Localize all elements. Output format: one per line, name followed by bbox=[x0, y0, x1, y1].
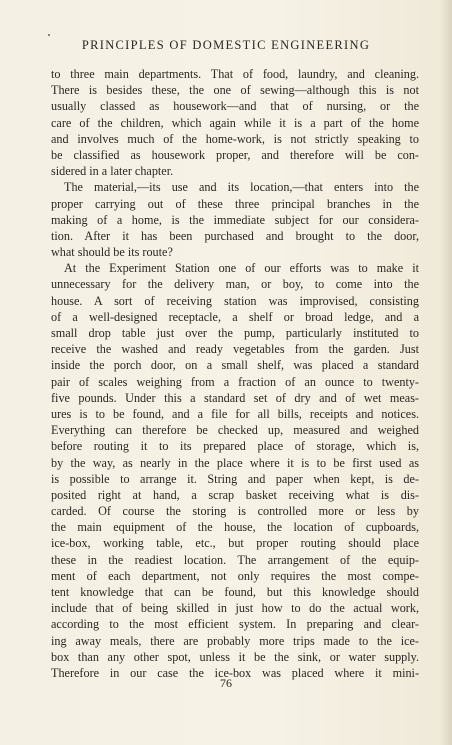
print-speck bbox=[48, 34, 50, 36]
text-line: sidered in a later chapter. bbox=[51, 164, 174, 179]
text-line: include that of being skilled in just how to do the actual work, bbox=[51, 601, 419, 616]
text-line: according to the most efficient system. In preparing and clear- bbox=[51, 617, 419, 632]
text-line: small drop table just over the pump, particularly instituted to bbox=[51, 326, 419, 340]
text-line: box than any other spot, unless it be the sink, or water supply. bbox=[51, 649, 419, 664]
text-line: tent knowledge that can be found, but this knowledge should bbox=[51, 585, 419, 599]
text-line: ice-box, working table, etc., but proper routing should place bbox=[51, 536, 419, 551]
text-line: be classified as housework proper, and therefore will be con- bbox=[51, 147, 419, 162]
text-line: tion. After it has been purchased and brought to the door, bbox=[51, 228, 419, 243]
text-line: pair of scales weighing from a fraction of an ounce to twenty- bbox=[51, 374, 419, 389]
text-line: ures is to be found, and a file for all bills, receipts and notices. bbox=[51, 406, 419, 421]
page-edge-shadow bbox=[440, 0, 452, 745]
running-head: PRINCIPLES OF DOMESTIC ENGINEERING bbox=[81, 38, 371, 52]
text-line: Everything can therefore be checked up, measured and weighed bbox=[51, 423, 419, 438]
text-line: what should be its route? bbox=[51, 245, 173, 260]
text-line: and involves much of the home-work, is not strictly speaking to bbox=[51, 131, 419, 146]
text-line: before routing it to its prepared place of storage, which is, bbox=[51, 439, 419, 454]
text-line: care of the children, which again while it is a part of the home bbox=[51, 115, 419, 130]
text-line: ing away meals, there are probably more trips made to the ice- bbox=[51, 633, 419, 648]
text-line: these in the readiest location. The arrangement of the equip- bbox=[51, 552, 419, 567]
text-line: posited right at hand, a scrap basket receiving what is dis- bbox=[51, 487, 419, 502]
text-line: the main equipment of the house, the location of cupboards, bbox=[51, 520, 419, 535]
body-text bbox=[51, 66, 419, 681]
text-line: making of a home, is the immediate subject for our considera- bbox=[51, 212, 419, 227]
text-line: by the way, as nearly in the place where it is to be first used as bbox=[51, 455, 419, 470]
text-line: receive the washed and ready vegetables from the garden. Just bbox=[51, 342, 419, 357]
text-line: five pounds. Under this a standard set of dry and of wet meas- bbox=[51, 390, 419, 405]
text-line: inside the porch door, on a small shelf, was placed a standard bbox=[51, 358, 419, 373]
text-line: of a well-designed receptacle, a shelf or broad ledge, and a bbox=[51, 309, 419, 324]
text-line: house. A sort of receiving station was improvised, consisting bbox=[51, 293, 419, 308]
text-line: proper carrying out of these three principal branches in the bbox=[51, 196, 419, 211]
page-number: 76 bbox=[220, 676, 232, 690]
text-line: carded. Of course the storing is controlled more or less by bbox=[51, 504, 419, 519]
text-line: usually classed as housework—and that of nursing, or the bbox=[51, 99, 419, 114]
text-line: There is besides these, the one of sewing—although this is not bbox=[51, 83, 419, 98]
text-line: to three main departments. That of food, laundry, and cleaning. bbox=[51, 67, 419, 81]
text-line: Therefore in our case the ice-box was placed where it mini- bbox=[51, 665, 419, 680]
text-line: At the Experiment Station one of our efforts was to make it bbox=[64, 261, 419, 276]
text-line: unnecessary for the delivery man, or boy, to come into the bbox=[51, 277, 419, 292]
text-line: is possible to arrange it. String and paper when kept, is de- bbox=[51, 471, 419, 486]
text-line: ment of each department, not only requires the most compe- bbox=[51, 568, 419, 583]
text-line: The material,—its use and its location,—that enters into the bbox=[64, 180, 419, 195]
